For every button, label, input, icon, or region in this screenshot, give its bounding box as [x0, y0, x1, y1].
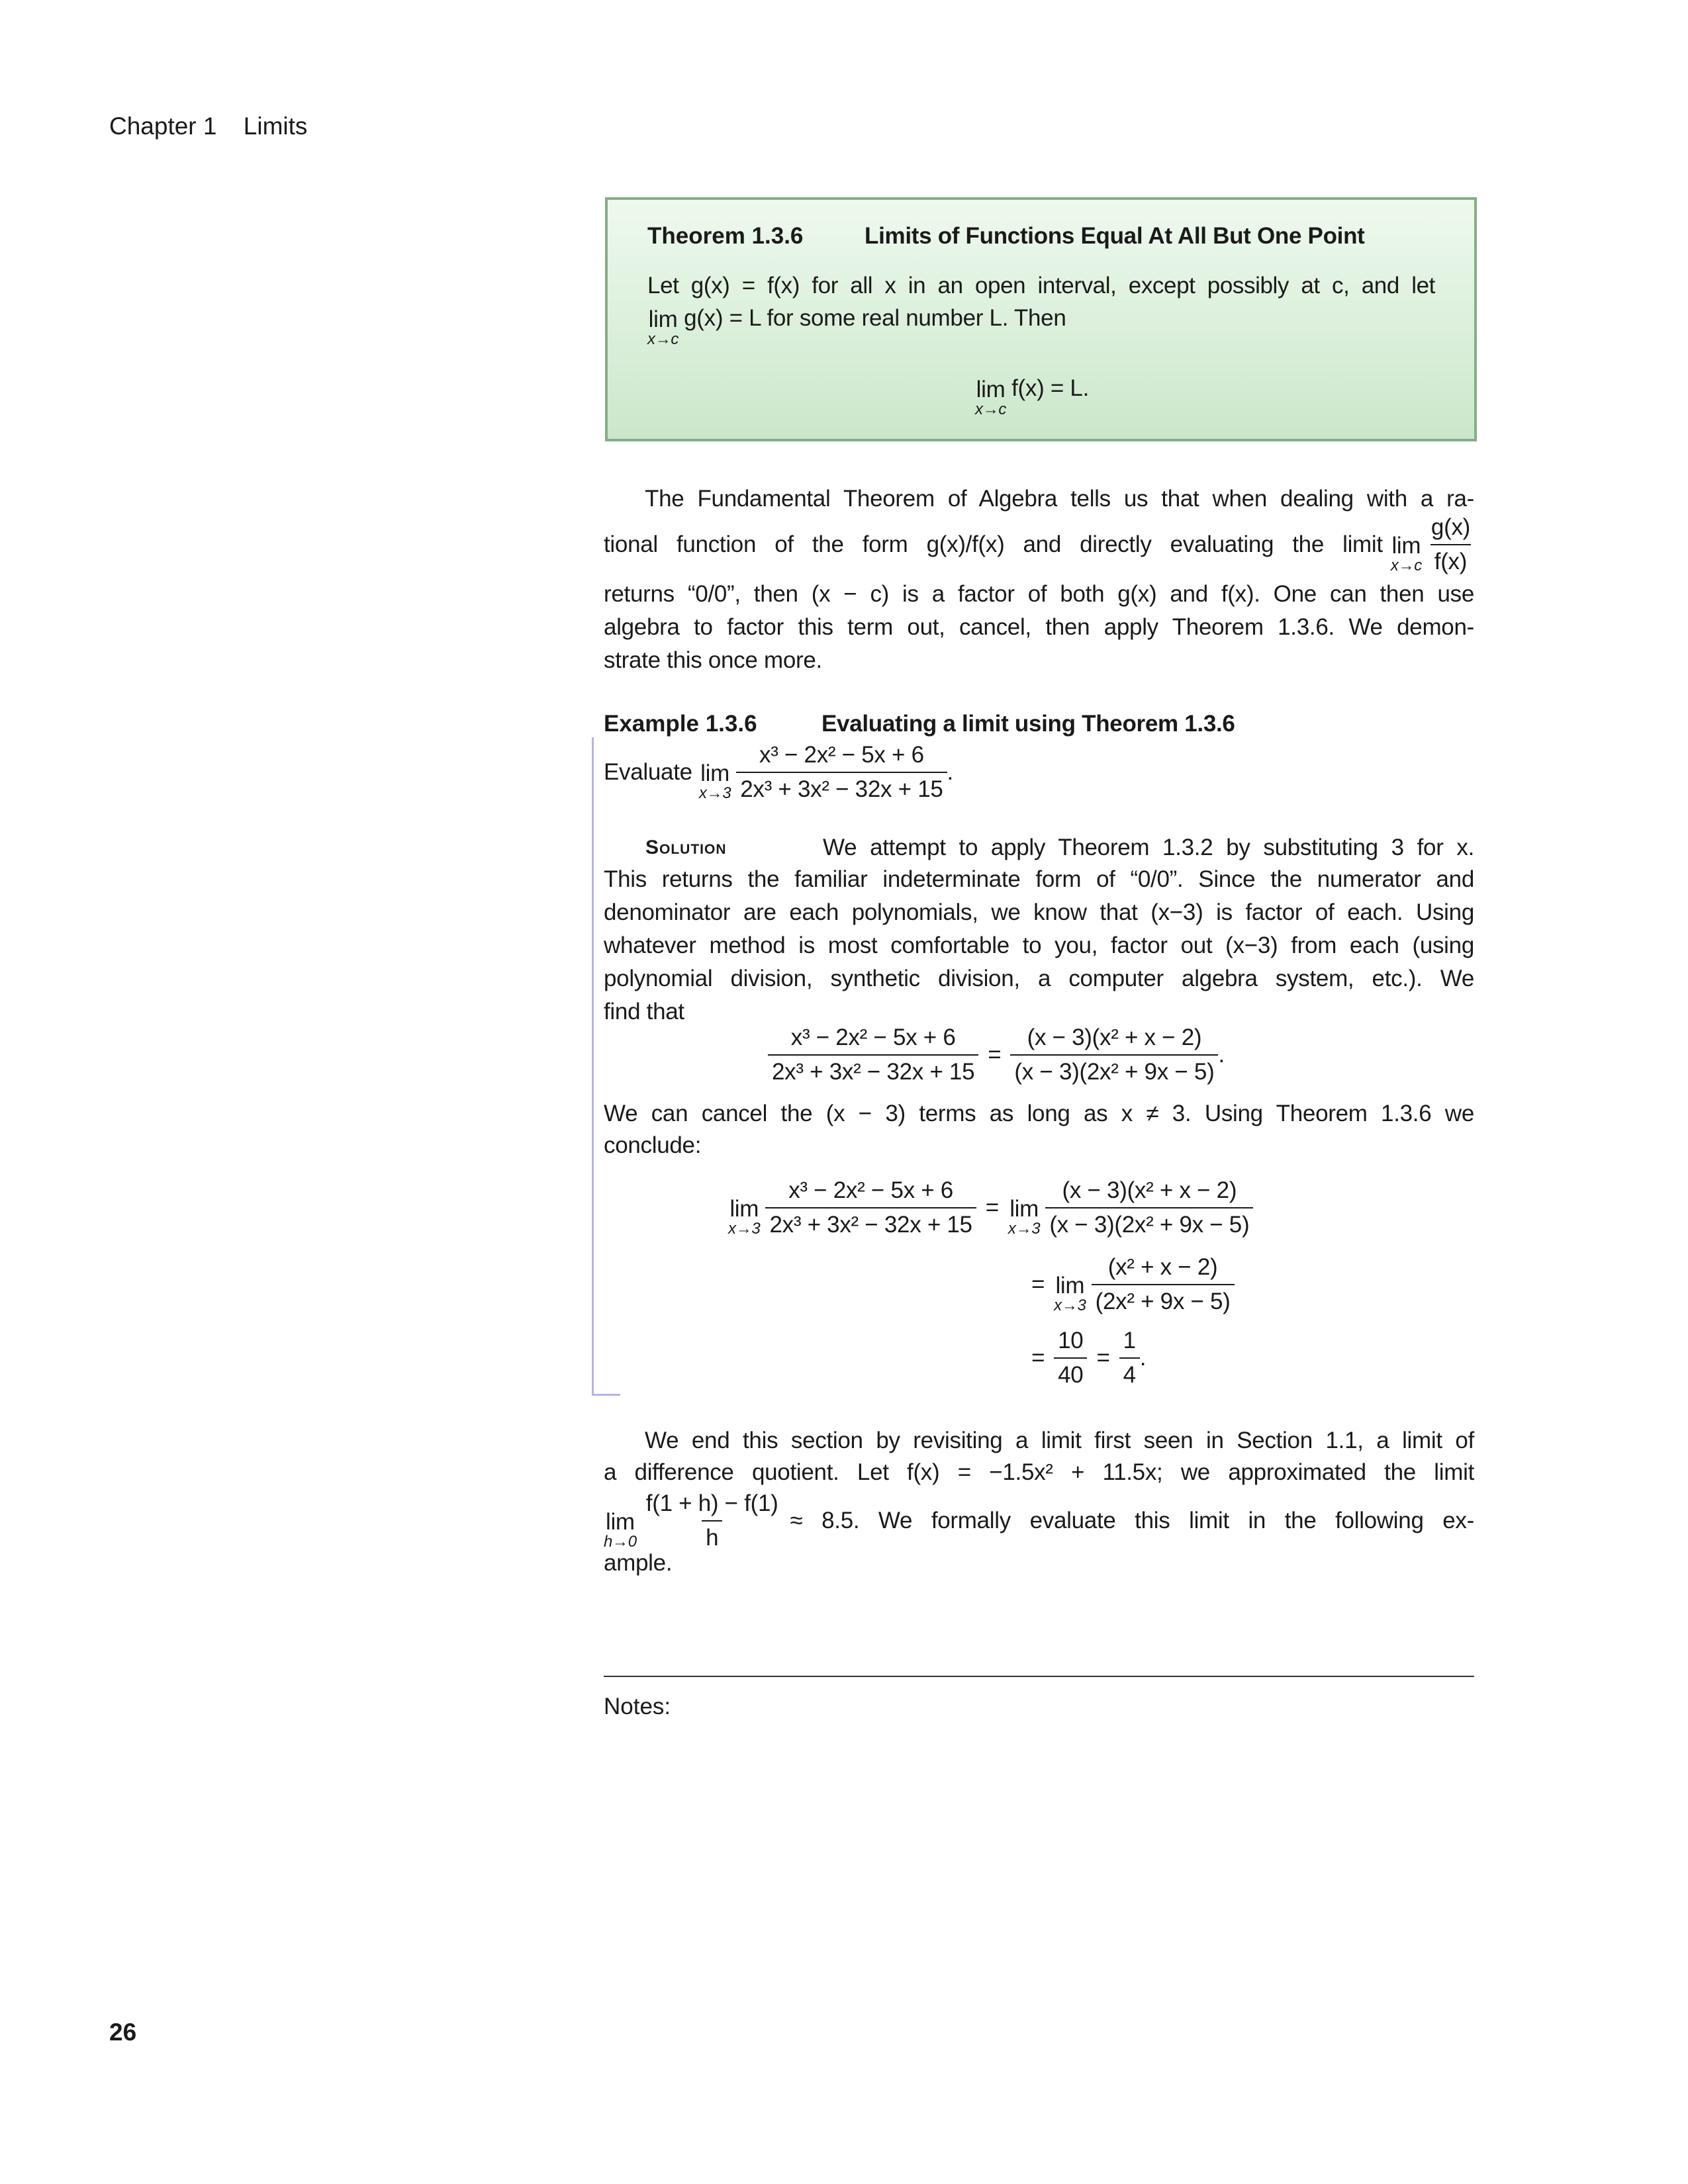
para1-line-5: strate this once more. [604, 647, 822, 673]
factored-fraction: $\frac{\text{(x − 3)(x² + x − 2)}}{\text{(x − 3)(2x² + 9x − 5)}}$ [1010, 1023, 1218, 1087]
equals-sign: = [1031, 1345, 1045, 1371]
para1-line-3: returns “0/0”, then (x − c) is a factor of both g(x) and f(x). One can then use [604, 581, 1474, 607]
fraction-1-4: $\frac{1}{4}$ [1119, 1326, 1140, 1390]
limit-operator: lim h→0 [604, 1509, 637, 1551]
solution-line-2: This returns the familiar indeterminate form of “0/0”. Since the numerator and [604, 866, 1474, 892]
equals-sign: = [985, 1195, 999, 1220]
notes-label: Notes: [604, 1694, 671, 1719]
example-label: Example 1.3.6 [604, 711, 757, 737]
limit-operator: lim x→3 [698, 760, 731, 802]
page-number: 26 [109, 2019, 137, 2046]
example-title: Evaluating a limit using Theorem 1.3.6 [821, 711, 1235, 737]
solution-label: Solution [645, 837, 727, 858]
limit-operator: lim x→3 [728, 1196, 761, 1238]
theorem-title: Limits of Functions Equal At All But One Point [865, 223, 1365, 249]
original-fraction: $\frac{\text{x³ − 2x² − 5x + 6}}{\text{2x³ + 3x² − 32x + 15}}$ [765, 1175, 976, 1240]
theorem-line-2-text: g(x) = L for some real number L. Then [684, 305, 1066, 331]
para2-line-4: ample. [604, 1550, 673, 1576]
theorem-line-1: Let g(x) = f(x) for all x in an open interval, except possibly at c, and let [647, 273, 1435, 298]
display-equation-text: f(x) = L. [1011, 375, 1090, 401]
evaluate-text: Evaluate [604, 759, 692, 785]
notes-divider [604, 1676, 1474, 1677]
equals-sign: = [1031, 1271, 1045, 1297]
limit-operator: lim x→c [1390, 533, 1422, 574]
para2-line-2: a difference quotient. Let f(x) = −1.5x² + 11.5x; we approximated the limit [604, 1459, 1474, 1485]
difference-quotient: $\frac{f(1 + h) - f(1)}{h}$ [642, 1488, 782, 1553]
solution-line-4: whatever method is most comfortable to you, factor out (x−3) from each (using [604, 933, 1474, 958]
cancel-line-2: conclude: [604, 1132, 702, 1158]
example-rule [592, 737, 620, 1396]
equals-sign: = [988, 1042, 1002, 1068]
running-header [109, 113, 307, 140]
example-fraction: $\frac{\text{x³ − 2x² − 5x + 6}}{\text{2x³ + 3x² − 32x + 15}}$ [736, 740, 947, 805]
limit-operator: lim x→c [975, 377, 1007, 418]
cancel-line-1: We can cancel the (x − 3) terms as long as x ≠ 3. Using Theorem 1.3.6 we [604, 1101, 1474, 1126]
para2-line-3-text: ≈ 8.5. We formally evaluate this limit in the following ex- [790, 1508, 1474, 1533]
para1-line-1: The Fundamental Theorem of Algebra tells us that when dealing with a ra- [645, 486, 1474, 512]
solution-line-6: find that [604, 999, 684, 1024]
limit-operator: lim x→3 [1054, 1273, 1086, 1314]
para1-line-4: algebra to factor this term out, cancel, then apply Theorem 1.3.6. We demon- [604, 614, 1474, 640]
solution-line-1: We attempt to apply Theorem 1.3.2 by substituting 3 for x. [823, 835, 1474, 860]
para2-line-1: We end this section by revisiting a limit first seen in Section 1.1, a limit of [645, 1428, 1474, 1453]
fraction-10-40: $\frac{10}{40}$ [1054, 1326, 1087, 1390]
period: . [1139, 1345, 1147, 1371]
fraction-g-over-f: $\frac{g(x)}{f(x)}$ [1427, 512, 1474, 577]
period: . [947, 759, 953, 785]
original-fraction: $\frac{\text{x³ − 2x² − 5x + 6}}{\text{2x³ + 3x² − 32x + 15}}$ [768, 1023, 978, 1087]
equals-sign: = [1096, 1345, 1110, 1371]
solution-line-5: polynomial division, synthetic division, a computer algebra system, etc.). We [604, 966, 1474, 991]
cancelled-fraction: $\frac{\text{(x² + x − 2)}}{\text{(2x² + 9x − 5)}}$ [1092, 1252, 1235, 1317]
limit-operator: lim x→3 [1008, 1196, 1041, 1238]
theorem-label: Theorem 1.3.6 [647, 223, 804, 249]
factored-fraction: $\frac{\text{(x − 3)(x² + x − 2)}}{\text{(x − 3)(2x² + 9x − 5)}}$ [1045, 1175, 1253, 1240]
solution-line-3: denominator are each polynomials, we know that (x−3) is factor of each. Using [604, 899, 1474, 925]
period: . [1218, 1042, 1225, 1068]
para1-line-2-text: tional function of the form g(x)/f(x) and directly evaluating the limit [604, 531, 1383, 557]
chapter-title: Limits [243, 113, 308, 140]
limit-operator: lim x→c [647, 306, 679, 348]
chapter-number: Chapter 1 [109, 113, 217, 140]
theorem-box [605, 197, 1477, 441]
